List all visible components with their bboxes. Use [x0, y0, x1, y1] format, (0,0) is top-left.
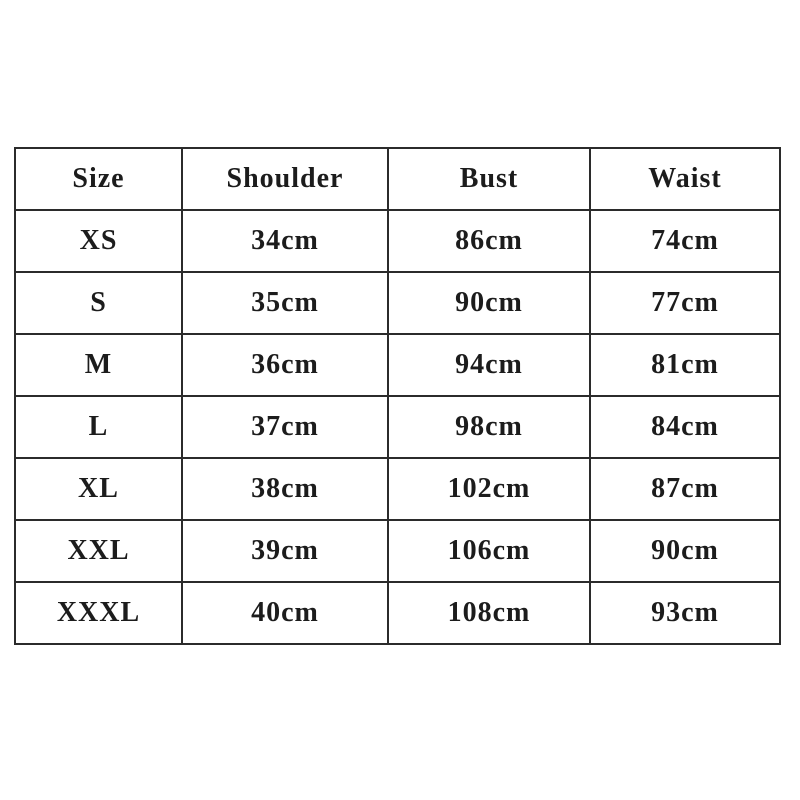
waist-cell: 93cm	[590, 582, 780, 644]
table-row	[15, 520, 780, 582]
shoulder-cell: 37cm	[182, 396, 388, 458]
shoulder-cell: 38cm	[182, 458, 388, 520]
table-row	[15, 334, 780, 396]
waist-cell: 77cm	[590, 272, 780, 334]
column-header-bust: Bust	[388, 148, 590, 210]
size-cell: XL	[15, 458, 182, 520]
size-cell: XXL	[15, 520, 182, 582]
column-header-size: Size	[15, 148, 182, 210]
header-row	[15, 148, 780, 210]
size-cell: XS	[15, 210, 182, 272]
size-cell: S	[15, 272, 182, 334]
shoulder-cell: 35cm	[182, 272, 388, 334]
bust-cell: 90cm	[388, 272, 590, 334]
table-row	[15, 582, 780, 644]
bust-cell: 98cm	[388, 396, 590, 458]
shoulder-cell: 34cm	[182, 210, 388, 272]
size-chart	[14, 147, 781, 645]
shoulder-cell: 36cm	[182, 334, 388, 396]
bust-cell: 94cm	[388, 334, 590, 396]
column-header-waist: Waist	[590, 148, 780, 210]
waist-cell: 90cm	[590, 520, 780, 582]
size-cell: L	[15, 396, 182, 458]
shoulder-cell: 39cm	[182, 520, 388, 582]
table-row	[15, 458, 780, 520]
waist-cell: 74cm	[590, 210, 780, 272]
bust-cell: 106cm	[388, 520, 590, 582]
table-row	[15, 272, 780, 334]
size-cell: XXXL	[15, 582, 182, 644]
bust-cell: 102cm	[388, 458, 590, 520]
shoulder-cell: 40cm	[182, 582, 388, 644]
waist-cell: 81cm	[590, 334, 780, 396]
size-chart-table	[14, 147, 781, 645]
bust-cell: 86cm	[388, 210, 590, 272]
table-row	[15, 396, 780, 458]
column-header-shoulder: Shoulder	[182, 148, 388, 210]
size-cell: M	[15, 334, 182, 396]
table-row	[15, 210, 780, 272]
waist-cell: 87cm	[590, 458, 780, 520]
bust-cell: 108cm	[388, 582, 590, 644]
waist-cell: 84cm	[590, 396, 780, 458]
